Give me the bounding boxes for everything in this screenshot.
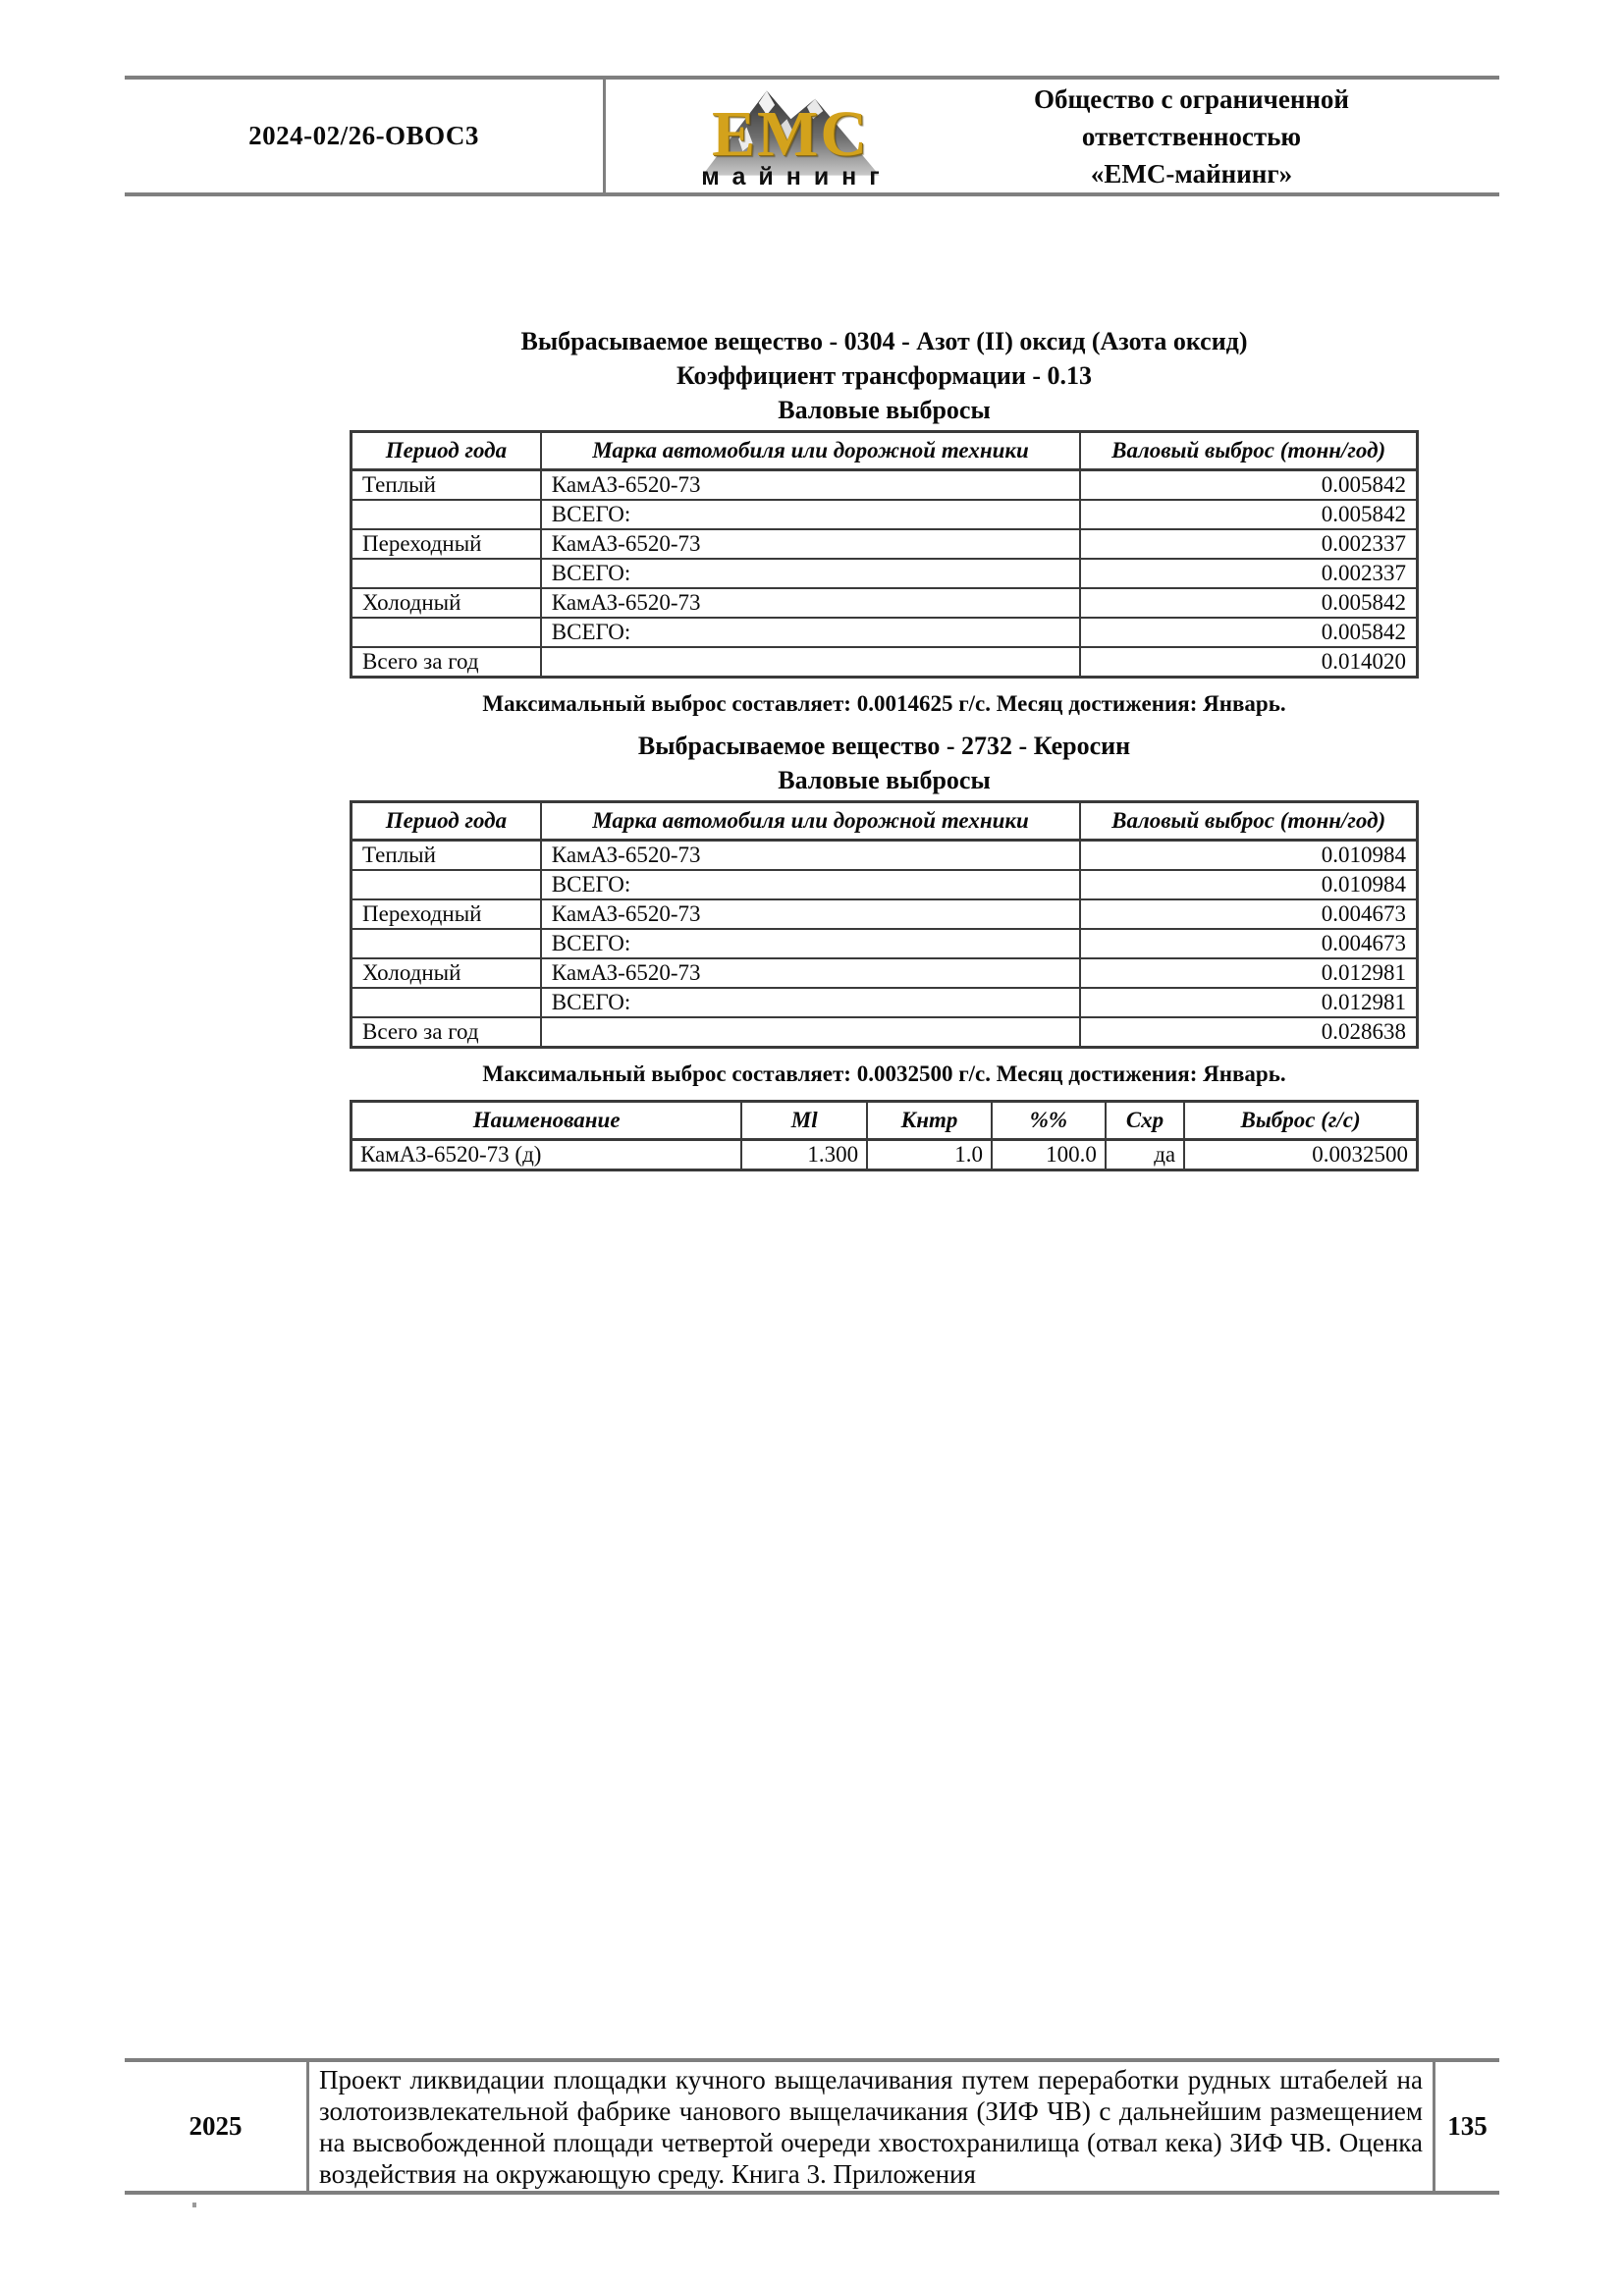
table-row [352, 870, 1418, 899]
page-header [125, 76, 1499, 196]
header-right [606, 80, 1499, 192]
table-row [352, 470, 1418, 501]
table-row [352, 618, 1418, 647]
table-cell: 0.012981 [1080, 988, 1417, 1017]
table-cell: ВСЕГО: [541, 929, 1081, 958]
table-cell: КамАЗ-6520-73 (д) [352, 1140, 742, 1170]
table-cell: 0.002337 [1080, 529, 1417, 559]
section1-max-note: Максимальный выброс составляет: 0.0014625 г/с. Месяц достижения: Январь. [482, 691, 1286, 716]
table-cell: 1.0 [867, 1140, 992, 1170]
org-name-line1: Общество с ограниченной ответственностью [1033, 83, 1349, 151]
table-cell: 1.300 [741, 1140, 867, 1170]
section2-table-title: Валовые выбросы [778, 766, 991, 794]
table-cell [541, 1017, 1081, 1048]
source-parameters-table [350, 1100, 1419, 1171]
org-name-line2: «ЕМС-майнинг» [1090, 158, 1293, 189]
table-cell: 0.028638 [1080, 1017, 1417, 1048]
section2-title: Выбрасываемое вещество - 2732 - Керосин [637, 732, 1131, 760]
table-cell: КамАЗ-6520-73 [541, 899, 1081, 929]
table-cell [541, 647, 1081, 678]
column-header: Выброс (г/с) [1184, 1102, 1417, 1140]
column-header: Валовый выброс (тонн/год) [1080, 432, 1417, 470]
table-cell: 0.002337 [1080, 559, 1417, 588]
gross-emissions-table-1 [350, 430, 1419, 679]
table-cell: 0.005842 [1080, 618, 1417, 647]
table-cell [352, 870, 541, 899]
table-row [352, 500, 1418, 529]
org-name [938, 81, 1445, 192]
table-row [352, 841, 1418, 871]
table-row [352, 647, 1418, 678]
column-header: Схр [1106, 1102, 1184, 1140]
table-cell [352, 618, 541, 647]
table-row [352, 1140, 1418, 1170]
footer-page-number: 135 [1447, 2111, 1488, 2141]
column-header: Период года [352, 802, 541, 841]
logo-subtext: майнинг [701, 163, 893, 190]
table-cell: 0.010984 [1080, 870, 1417, 899]
column-header: Период года [352, 432, 541, 470]
table-cell: КамАЗ-6520-73 [541, 529, 1081, 559]
table-cell: ВСЕГО: [541, 500, 1081, 529]
table-cell: 0.004673 [1080, 929, 1417, 958]
page-footer [125, 2058, 1499, 2195]
table-cell: Переходный [352, 529, 541, 559]
table-row [352, 1017, 1418, 1048]
column-header: Валовый выброс (тонн/год) [1080, 802, 1417, 841]
logo-text: ЕМС [712, 98, 869, 170]
table-cell: Всего за год [352, 647, 541, 678]
table-cell: 0.004673 [1080, 899, 1417, 929]
column-header: Ml [741, 1102, 867, 1140]
table-cell: 0.005842 [1080, 470, 1417, 501]
table-cell: 0.005842 [1080, 588, 1417, 618]
table-cell: 0.0032500 [1184, 1140, 1417, 1170]
table-header-row [352, 1102, 1418, 1140]
table-cell: ВСЕГО: [541, 870, 1081, 899]
section2-max-note: Максимальный выброс составляет: 0.0032500 г/с. Месяц достижения: Январь. [482, 1061, 1286, 1086]
table-cell [352, 500, 541, 529]
scan-artifact-mark [192, 2203, 196, 2207]
column-header: Наименование [352, 1102, 742, 1140]
table-cell: Всего за год [352, 1017, 541, 1048]
table-cell [352, 559, 541, 588]
section1-subtitle: Коэффициент трансформации - 0.13 [676, 361, 1093, 390]
footer-text: Проект ликвидации площадки кучного выщелачивания путем переработки рудных штабелей на золотоизвлекательной фабрике чанового выщелачикания (ЗИФ ЧВ) с дальнейшим размещением на высвобожденной площади четвертой очереди хвостохранилища (отвал кека) ЗИФ ЧВ. Оценка воздействия на окружающую среду. Книга 3. Приложения [319, 2064, 1423, 2189]
table-row [352, 588, 1418, 618]
footer-year: 2025 [125, 2062, 309, 2191]
doc-number: 2024-02/26-ОВОС3 [125, 80, 606, 192]
table-cell [352, 988, 541, 1017]
table-row [352, 899, 1418, 929]
table-cell: 0.010984 [1080, 841, 1417, 871]
table-cell: Теплый [352, 841, 541, 871]
gross-emissions-table-2 [350, 800, 1419, 1049]
table-cell: ВСЕГО: [541, 559, 1081, 588]
table-row [352, 929, 1418, 958]
section1-table-title: Валовые выбросы [778, 396, 991, 424]
table-cell: Теплый [352, 470, 541, 501]
table-cell: ВСЕГО: [541, 618, 1081, 647]
table-cell: КамАЗ-6520-73 [541, 841, 1081, 871]
table-cell [352, 929, 541, 958]
main-content [350, 324, 1419, 1171]
table-cell: Переходный [352, 899, 541, 929]
column-header: Кнтр [867, 1102, 992, 1140]
company-logo [643, 81, 938, 191]
table-cell: ВСЕГО: [541, 988, 1081, 1017]
table-cell: 0.012981 [1080, 958, 1417, 988]
table-row [352, 958, 1418, 988]
table-cell: КамАЗ-6520-73 [541, 470, 1081, 501]
table-header-row [352, 432, 1418, 470]
table-cell: КамАЗ-6520-73 [541, 588, 1081, 618]
table-header-row [352, 802, 1418, 841]
table-cell: 100.0 [992, 1140, 1106, 1170]
table-cell: КамАЗ-6520-73 [541, 958, 1081, 988]
table-cell: Холодный [352, 588, 541, 618]
section1-title: Выбрасываемое вещество - 0304 - Азот (II) оксид (Азота оксид) [520, 327, 1248, 355]
footer-project-description [309, 2062, 1435, 2191]
column-header: Марка автомобиля или дорожной техники [541, 802, 1081, 841]
table-row [352, 529, 1418, 559]
column-header: %% [992, 1102, 1106, 1140]
table-cell: да [1106, 1140, 1184, 1170]
table-cell: Холодный [352, 958, 541, 988]
table-row [352, 559, 1418, 588]
table-cell: 0.005842 [1080, 500, 1417, 529]
table-row [352, 988, 1418, 1017]
table-cell: 0.014020 [1080, 647, 1417, 678]
column-header: Марка автомобиля или дорожной техники [541, 432, 1081, 470]
